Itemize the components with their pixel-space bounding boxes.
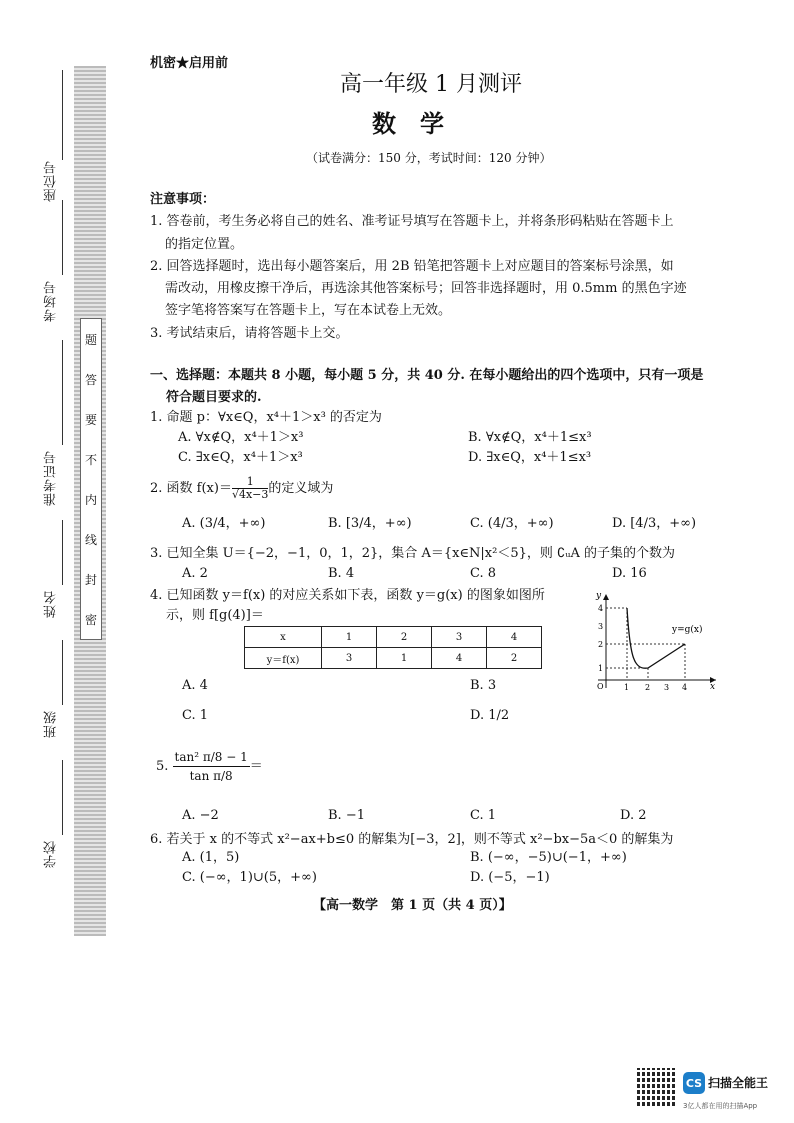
curve-label: y=g(x)	[672, 625, 703, 635]
page-footer: 【高一数学 第 1 页（共 4 页）】	[313, 898, 512, 913]
exam-title: 高一年级 1 月测评	[340, 72, 522, 97]
secret-mark: 机密★启用前	[150, 56, 229, 71]
q5-option-b: B. −1	[328, 808, 365, 823]
x-tick-label: 1	[624, 683, 630, 692]
ticket-line	[62, 340, 63, 445]
q1-option-c: C. ∃x∈Q，x⁴＋1＞x³	[178, 450, 303, 465]
table-cell: x	[245, 627, 322, 648]
origin-label: O	[597, 682, 604, 691]
g-graph	[592, 588, 720, 694]
school-line	[62, 760, 63, 835]
q3-option-a: A. 2	[182, 566, 208, 581]
section-heading: 一、选择题：本题共 8 小题，每小题 5 分，共 40 分. 在每小题给出的四个选项中，只有一项是	[150, 368, 704, 383]
table-cell: y＝f(x)	[245, 648, 322, 669]
q6-option-d: D. (−5，−1)	[470, 870, 550, 885]
room-line	[62, 200, 63, 275]
table-row	[245, 627, 542, 648]
class-line	[62, 640, 63, 705]
watermark-subtitle: 3亿人都在用的扫描App	[683, 1102, 758, 1110]
x-tick-label: 3	[664, 683, 670, 692]
q3-stem: 3. 已知全集 U＝{−2，−1，0，1，2}，集合 A＝{x∈N|x²＜5}，则 ∁ᵤA 的子集的个数为	[150, 546, 676, 561]
q2-option-a: A. (3/4，+∞)	[182, 516, 266, 531]
q2-option-d: D. [4/3，+∞)	[612, 516, 697, 531]
seal-char: 题	[84, 332, 97, 347]
q2-option-c: C. (4/3，+∞)	[470, 516, 554, 531]
notes-heading: 注意事项：	[150, 192, 216, 207]
q4-option-a: A. 4	[182, 678, 208, 693]
y-axis-label: y	[596, 591, 602, 601]
q1-stem: 1. 命题 p：∀x∈Q，x⁴＋1＞x³ 的否定为	[150, 410, 382, 425]
seal-char: 封	[84, 572, 97, 587]
table-cell: 3	[432, 627, 487, 648]
table-row	[245, 648, 542, 669]
g-curve	[627, 608, 685, 668]
note-2a: 2. 回答选择题时，选出每小题答案后，用 2B 铅笔把答题卡上对应题目的答案标号涂黑，如	[150, 259, 674, 274]
note-2c: 签字笔将答案写在答题卡上，写在本试卷上无效。	[165, 303, 452, 318]
x-tick-label: 2	[645, 683, 651, 692]
room-label: 考场号	[44, 280, 59, 322]
q4-stem-b: 示，则 f[g(4)]＝	[166, 608, 264, 623]
seal-char: 密	[84, 612, 97, 627]
table-cell: 3	[322, 648, 377, 669]
q5-stem-post: ＝	[249, 759, 263, 774]
q6-option-c: C. (−∞，1)∪(5，+∞)	[182, 870, 317, 885]
table-cell: 2	[487, 648, 542, 669]
name-line	[62, 520, 63, 585]
q5-stem-pre: 5.	[156, 759, 169, 774]
q1-option-b: B. ∀x∉Q，x⁴＋1≤x³	[468, 430, 592, 445]
camscanner-logo: CS	[683, 1072, 705, 1094]
function-table	[244, 626, 542, 669]
q2-fraction	[232, 476, 268, 501]
watermark-title: 扫描全能王	[708, 1076, 769, 1090]
q3-option-d: D. 16	[612, 566, 647, 581]
y-tick-label: 1	[598, 664, 604, 673]
q5-numerator: tan² π/8 − 1	[173, 748, 250, 767]
y-arrow	[603, 594, 609, 600]
q2-option-b: B. [3/4，+∞)	[328, 516, 412, 531]
x-axis-label: x	[710, 682, 716, 692]
q6-stem: 6. 若关于 x 的不等式 x²−ax+b≤0 的解集为[−3，2]，则不等式 x²−bx−5a＜0 的解集为	[150, 832, 674, 847]
q3-option-c: C. 8	[470, 566, 497, 581]
table-cell: 1	[322, 627, 377, 648]
q3-option-b: B. 4	[328, 566, 355, 581]
y-tick-label: 4	[598, 604, 604, 613]
q2-stem-pre: 2. 函数 f(x)＝	[150, 481, 232, 496]
table-cell: 4	[487, 627, 542, 648]
q4-stem-a: 4. 已知函数 y＝f(x) 的对应关系如下表，函数 y＝g(x) 的图象如图所	[150, 588, 545, 603]
note-1a: 1. 答卷前，考生务必将自己的姓名、准考证号填写在答题卡上，并将条形码粘贴在答题卡上	[150, 214, 674, 229]
x-tick-label: 4	[682, 683, 688, 692]
note-2b: 需改动，用橡皮擦干净后，再选涂其他答案标号；回答非选择题时，用 0.5mm 的黑色字迹	[165, 281, 687, 296]
class-label: 班级	[44, 710, 59, 738]
q4-option-c: C. 1	[182, 708, 209, 723]
q4-option-b: B. 3	[470, 678, 497, 693]
seal-char: 答	[84, 372, 97, 387]
seat-label: 座位号	[44, 160, 59, 202]
seal-char: 内	[84, 492, 97, 507]
q4-option-d: D. 1/2	[470, 708, 510, 723]
q2-denominator: √4x−3	[231, 488, 269, 501]
seal-char: 不	[84, 452, 97, 467]
q5-option-a: A. −2	[182, 808, 219, 823]
exam-info: （试卷满分：150 分，考试时间：120 分钟）	[306, 151, 552, 165]
qr-code-icon	[637, 1068, 675, 1106]
note-1b: 的指定位置。	[165, 237, 244, 252]
q5-option-c: C. 1	[470, 808, 497, 823]
subject-title: 数 学	[372, 109, 444, 138]
seat-line	[62, 70, 63, 160]
q5-denominator: tan π/8	[189, 769, 233, 783]
table-cell: 1	[377, 648, 432, 669]
seal-char: 要	[84, 412, 97, 427]
q1-option-d: D. ∃x∈Q，x⁴＋1≤x³	[468, 450, 592, 465]
table-cell: 4	[432, 648, 487, 669]
q5-fraction	[173, 748, 250, 785]
q1-option-a: A. ∀x∉Q，x⁴＋1＞x³	[178, 430, 304, 445]
seal-char: 线	[84, 532, 97, 547]
section-heading-cont: 符合题目要求的.	[166, 390, 262, 405]
q5-option-d: D. 2	[620, 808, 647, 823]
y-tick-label: 2	[598, 640, 604, 649]
q2-stem	[150, 476, 333, 501]
school-label: 学校	[44, 840, 59, 868]
q2-numerator: 1	[232, 476, 268, 489]
ticket-label: 准考证号	[44, 450, 59, 506]
q6-option-b: B. (−∞，−5)∪(−1，+∞)	[470, 850, 627, 865]
q6-option-a: A. (1，5)	[182, 850, 240, 865]
y-tick-label: 3	[598, 622, 604, 631]
q2-stem-post: 的定义域为	[268, 481, 334, 496]
table-cell: 2	[377, 627, 432, 648]
name-label: 姓名	[44, 590, 59, 618]
note-3: 3. 考试结束后，请将答题卡上交。	[150, 326, 349, 341]
seal-notice	[80, 318, 102, 640]
q5-stem	[156, 748, 263, 785]
